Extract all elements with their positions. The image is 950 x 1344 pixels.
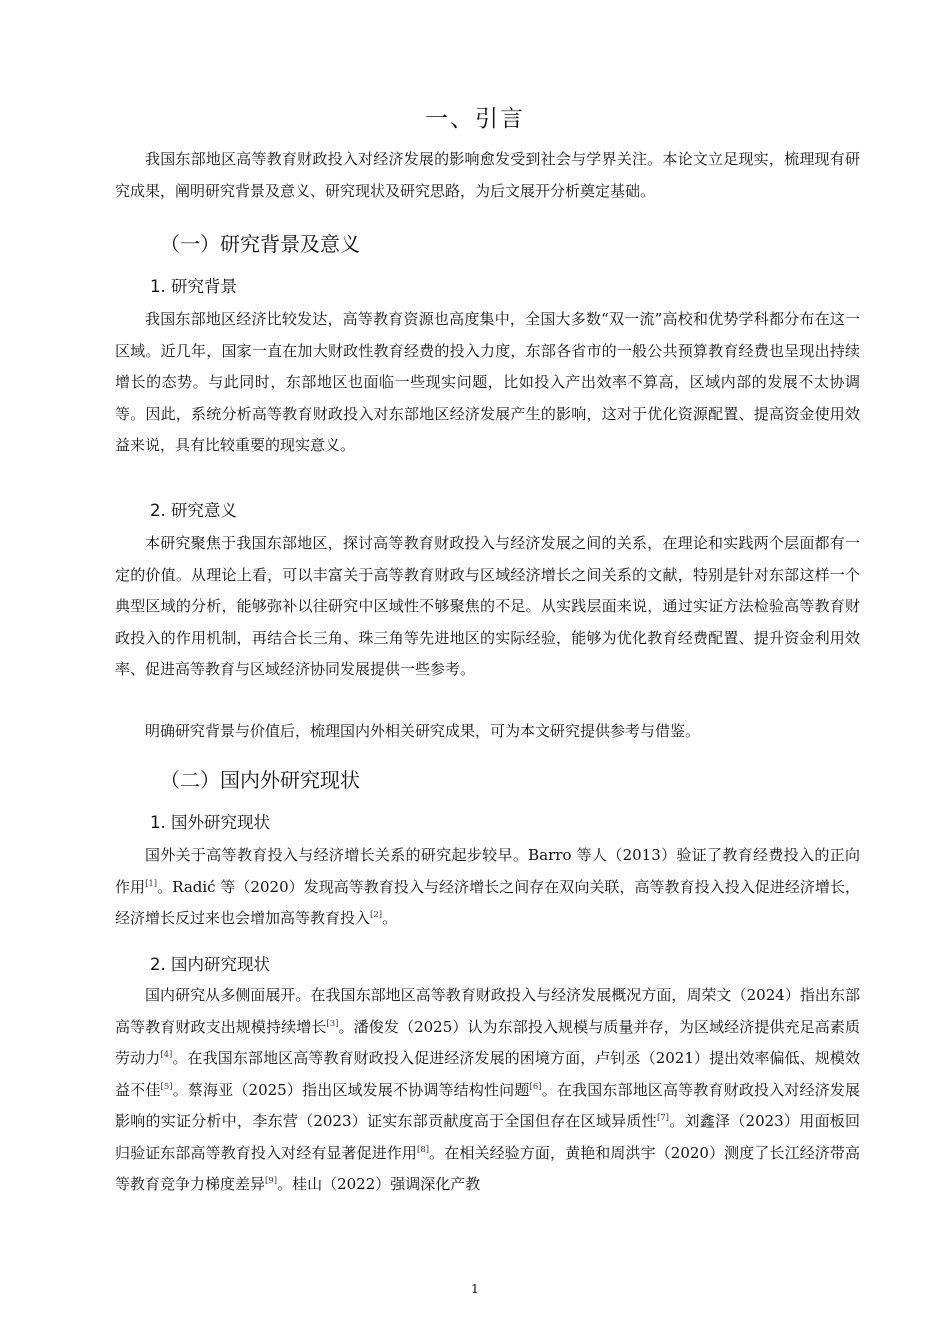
citation-marker: [4] (160, 1050, 173, 1060)
section-heading-research-status: （二）国内外研究现状 (160, 768, 360, 792)
subsection-heading-background: 1. 研究背景 (150, 277, 237, 296)
citation-marker: [5] (160, 1081, 173, 1092)
domestic-research-paragraph: 国内研究从多侧面展开。在我国东部地区高等教育财政投入与经济发展概况方面，周荣文（2024）指出东部高等教育财政支出规模持续增长[3]。潘俊发（2025）认为东部投入规模与质量并存，为区域经济提供充足高素质劳动力[4]。在我国东部地区高等教育财政投入促进经济发展的困境方面，卢钊丞（2021）提出效率偏低、规模效益不佳[5]。蔡海亚（2025）指出区域发展不协调等结构性问题[6]。在我国东部地区高等教育财政投入对经济发展影响的实证分析中，李东营（2023）证实东部贡献度高于全国但存在区域异质性[7]。刘鑫泽（2023）用面板回归验证东部高等教育投入对经有显著促进作用[8]。在相关经验方面，黄艳和周洪宇（2020）测度了长江经济带高等教育竞争力梯度差异[9]。桂山（2022）强调深化产教 (115, 986, 860, 1193)
subsection-heading-domestic-research: 2. 国内研究现状 (150, 955, 270, 974)
page-number: 1 (471, 1282, 479, 1296)
citation-marker: [7] (656, 1113, 669, 1123)
section-heading-background: （一）研究背景及意义 (160, 232, 360, 256)
foreign-research-paragraph: 国外关于高等教育投入与经济增长关系的研究起步较早。Barro 等人（2013）验证了教育经费投入的正向作用[1]。Radić 等（2020）发现高等教育投入与经济增长之间存在双向关联，高等教育投入投入促进经济增长，经济增长反过来也会增加高等教育投入[2]。 (115, 846, 860, 927)
transition-paragraph: 明确研究背景与价值后，梳理国内外相关研究成果，可为本文研究提供参考与借鉴。 (145, 722, 701, 740)
intro-paragraph: 我国东部地区高等教育财政投入对经济发展的影响愈发受到社会与学界关注。本论文立足现实，梳理现有研究成果，阐明研究背景及意义、研究现状及研究思路，为后文展开分析奠定基础。 (115, 150, 860, 200)
citation-marker: [3] (326, 1018, 339, 1029)
subsection-heading-significance: 2. 研究意义 (150, 501, 237, 520)
citation-marker: [1] (145, 878, 158, 889)
citation-marker: [8] (417, 1144, 430, 1155)
significance-paragraph: 本研究聚焦于我国东部地区，探讨高等教育财政投入与经济发展之间的关系，在理论和实践两个层面都有一定的价值。从理论上看，可以丰富关于高等教育财政与区域经济增长之间关系的文献，特别是针对东部这样一个典型区域的分析，能够弥补以往研究中区域性不够聚焦的不足。从实践层面来说，通过实证方法检验高等教育财政投入的作用机制，再结合长三角、珠三角等先进地区的实际经验，能够为优化教育经费配置、提升资金利用效率、促进高等教育与区域经济协同发展提供一些参考。 (115, 534, 860, 678)
citation-marker: [9] (265, 1176, 278, 1186)
citation-marker: [2] (370, 910, 383, 920)
citation-marker: [6] (529, 1081, 542, 1092)
subsection-heading-foreign-research: 1. 国外研究现状 (150, 813, 270, 832)
background-paragraph: 我国东部地区经济比较发达，高等教育资源也高度集中，全国大多数“双一流”高校和优势学科都分布在这一区域。近几年，国家一直在加大财政性教育经费的投入力度，东部各省市的一般公共预算教育经费也呈现出持续增长的态势。与此同时，东部地区也面临一些现实问题，比如投入产出效率不算高，区域内部的发展不太协调等。因此，系统分析高等教育财政投入对东部地区经济发展产生的影响，这对于优化资源配置、提高资金使用效益来说，具有比较重要的现实意义。 (115, 310, 860, 454)
chapter-title: 一、引言 (425, 106, 525, 132)
